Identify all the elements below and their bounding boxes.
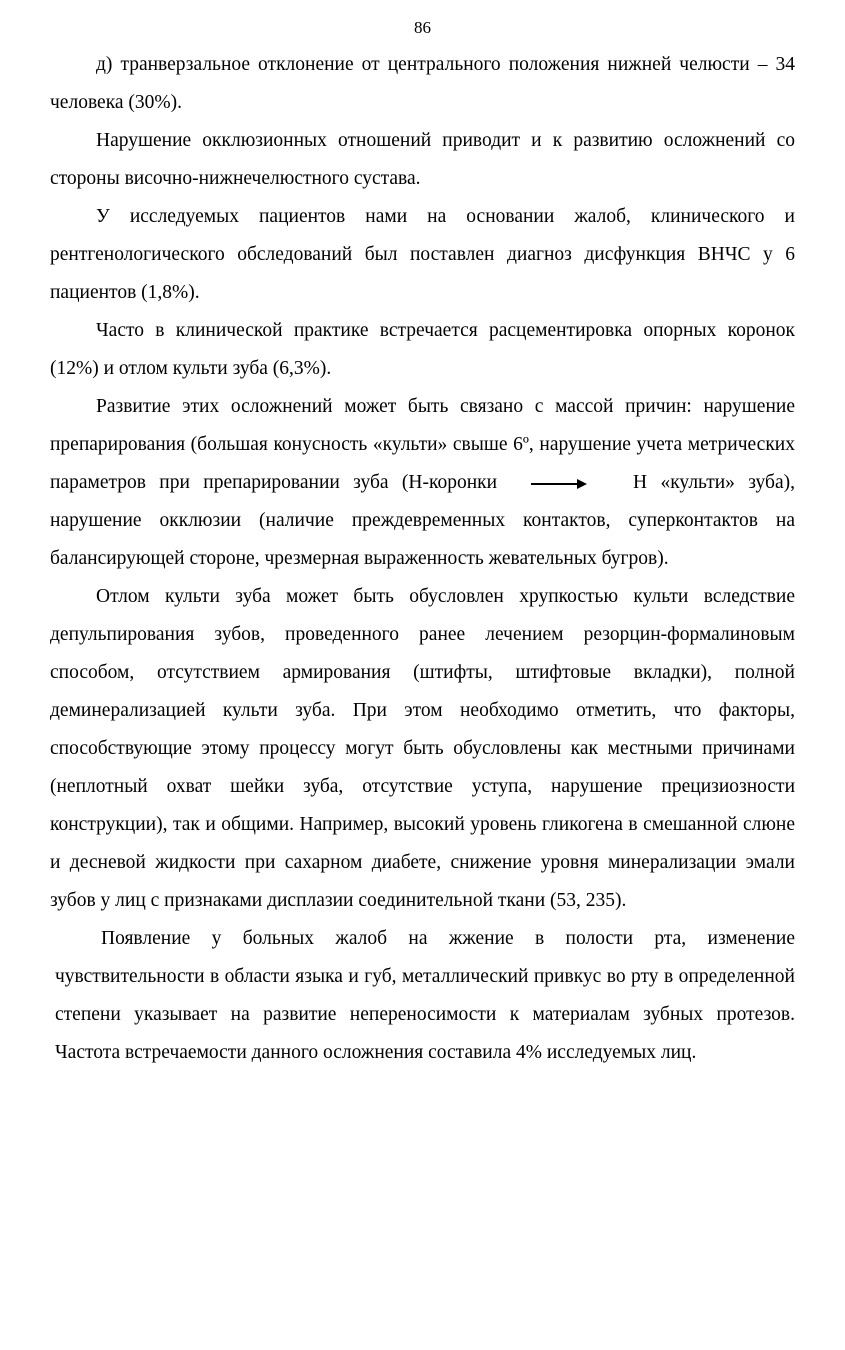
paragraph-stump-fracture: Отлом культи зуба может быть обусловлен хрупкостью культи вследствие депульпирования зубов, проведенного ранее лечением резорцин-формалиновым способом, отсутствием армирования (штифты, штифтовые вкладки), полной деминерализацией культи зуба. При этом необходимо отметить, что факторы, способствующие этому процессу могут быть обусловлены как местными причинами (неплотный охват шейки зуба, отсутствие уступа, нарушение прецизиозности конструкции), так и общими. Например, высокий уровень гликогена в смешанной слюне и десневой жидкости при сахарном диабете, снижение уровня минерализации эмали зубов у лиц с признаками дисплазии соединительной ткани (53, 235). — [50, 586, 795, 911]
page-number: 86 — [414, 18, 431, 37]
paragraph-tmj-diagnosis: У исследуемых пациентов нами на основании жалоб, клинического и рентгенологического обследований был поставлен диагноз дисфункция ВНЧС у 6 пациентов (1,8%). — [50, 206, 795, 303]
right-arrow-icon — [531, 477, 587, 491]
paragraph-occlusion-disorder: Нарушение окклюзионных отношений приводит и к развитию осложнений со стороны височно-нижнечелюстного сустава. — [50, 130, 795, 189]
body-text — [50, 46, 795, 1072]
paragraph-causes-text-before-arrow: Развитие этих осложнений может быть связано с массой причин: нарушение препарирования (большая конусность «культи» свыше 6º, нарушение учета метрических параметров при препарировании зуба (Н-коронки — [50, 396, 795, 493]
paragraph-causes-text-after-arrow: Н «культи» зуба), нарушение окклюзии (наличие преждевременных контактов, суперконтактов на балансирующей стороне, чрезмерная выраженность жевательных бугров). — [50, 472, 795, 569]
paragraph-complication-causes — [50, 388, 795, 578]
paragraph-transverse-deviation: д) транверзальное отклонение от центрального положения нижней челюсти – 34 человека (30%). — [50, 54, 795, 113]
paragraph-material-intolerance: Появление у больных жалоб на жжение в полости рта, изменение чувствительности в области языка и губ, металлический привкус во рту в определенной степени указывает на развитие непереносимости к материалам зубных протезов. Частота встречаемости данного осложнения составила 4% исследуемых лиц. — [55, 928, 795, 1063]
paragraph-decementation: Часто в клинической практике встречается расцементировка опорных коронок (12%) и отлом культи зуба (6,3%). — [50, 320, 795, 379]
